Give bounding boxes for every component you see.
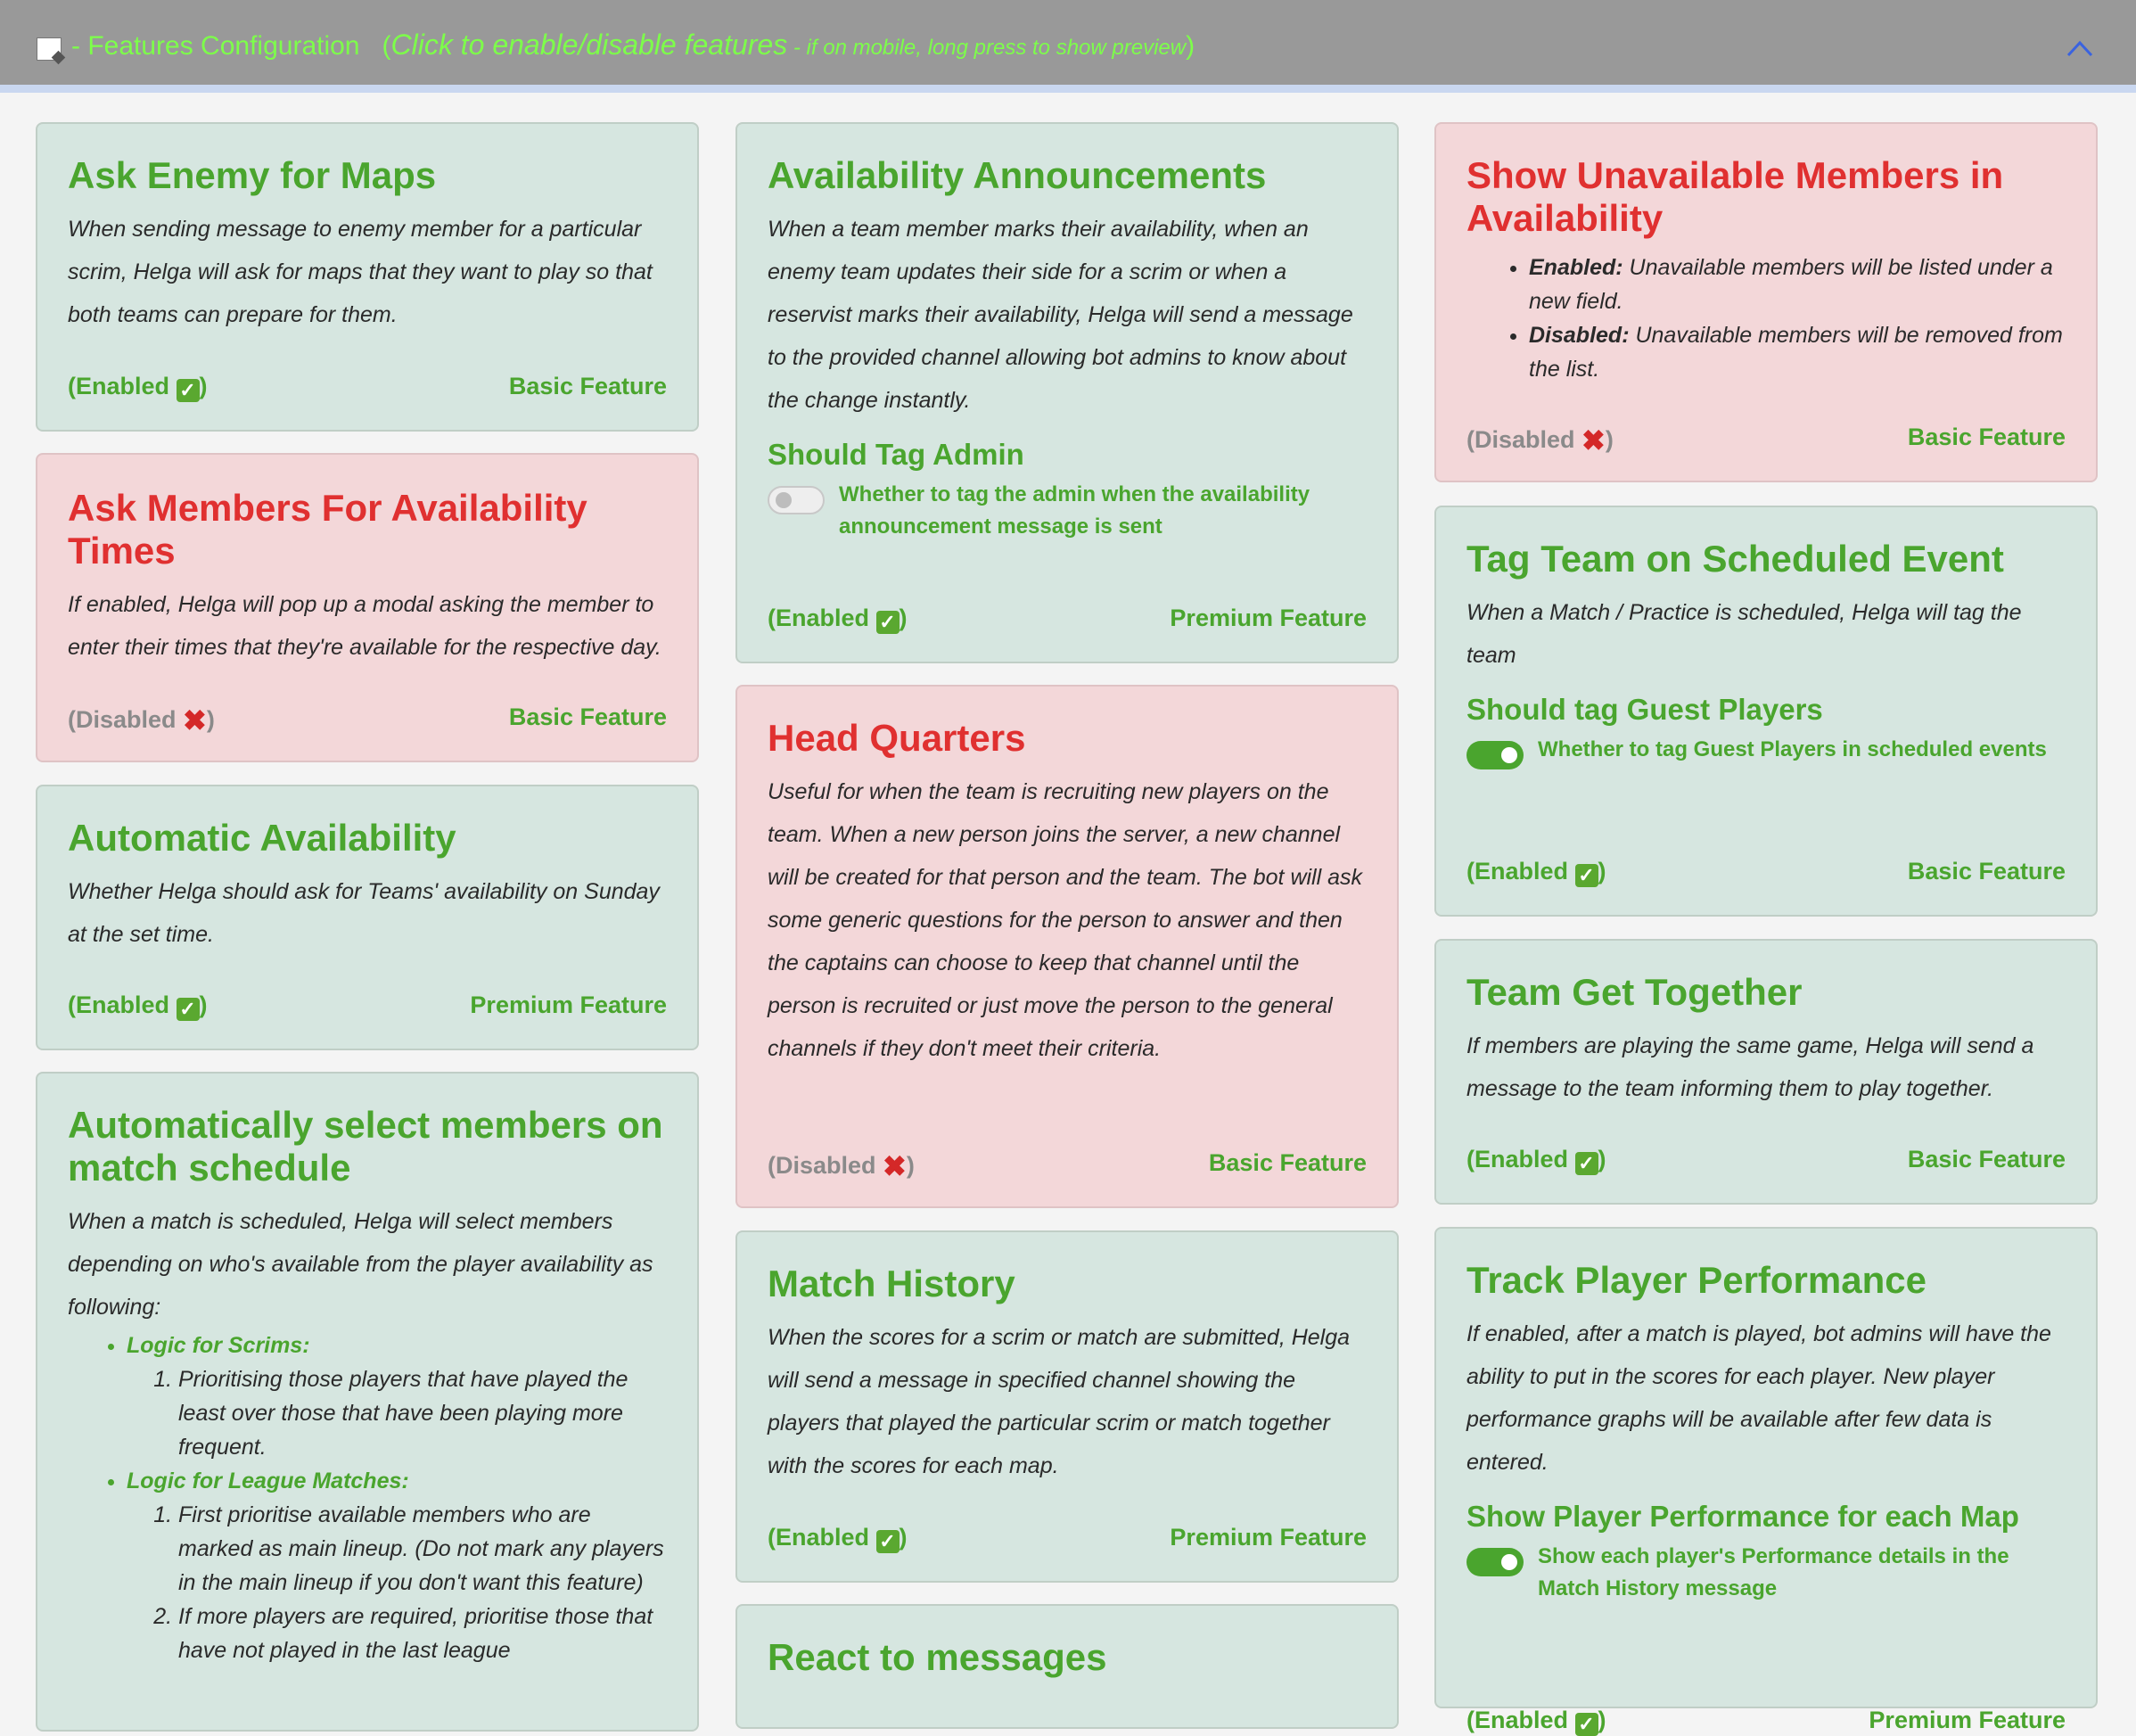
list-item: 1. First prioritise available members who are marked as main lineup. (Do not mark any players in the main lineup if you don't want this feature) (178, 1498, 667, 1600)
cross-icon: ✖ (183, 704, 207, 736)
toggle-label: Whether to tag the admin when the availability announcement message is sent (839, 482, 1310, 539)
feature-card-ask-members-times[interactable] (36, 453, 699, 762)
status-badge: (Enabled ✓ ) (68, 991, 208, 1020)
status-badge: (Enabled ✓ ) (1466, 1146, 1606, 1174)
feature-card-tag-team[interactable] (1434, 506, 2098, 917)
feature-card-availability-announcements[interactable] (735, 122, 1399, 663)
list-item: • Logic for League Matches: 1. First prioritise available members who are marked as main lineup. (Do not mark any players in the main lineup if you don't want this feature) 2. If more players are required, prioritise those that have not played in the last league (127, 1464, 667, 1667)
feature-tier: Basic Feature (1208, 1149, 1367, 1176)
check-icon: ✓ (1575, 1713, 1598, 1736)
feature-tier: Basic Feature (508, 373, 667, 399)
sub-setting-title: Should Tag Admin (768, 438, 1024, 471)
feature-card-auto-select-members[interactable] (36, 1072, 699, 1732)
league-logic-steps (127, 1498, 667, 1667)
card-footer (68, 703, 667, 736)
card-title: Automatically select members on match schedule (68, 1104, 663, 1189)
status-badge: (Disabled ✖) (1466, 424, 1614, 457)
list-item: • Logic for Scrims: 1. Prioritising those players that have played the least over those that have been playing more frequent. (127, 1329, 667, 1464)
card-description: When a match is scheduled, Helga will select members depending on who's available from the player availability as following: (68, 1209, 653, 1320)
feature-tier: Premium Feature (1170, 1524, 1367, 1551)
card-footer (1466, 1146, 2066, 1172)
toggle-knob (776, 492, 792, 508)
sub-setting-title: Show Player Performance for each Map (1466, 1500, 2019, 1533)
header-paren-open: ( (366, 31, 391, 61)
card-title: Automatic Availability (68, 817, 456, 859)
list-item: • Disabled: Unavailable members will be removed from the list. (1529, 318, 2066, 386)
card-footer (68, 373, 667, 399)
status-badge: (Disabled ✖) (768, 1150, 915, 1182)
check-icon: ✓ (876, 611, 900, 634)
feature-card-head-quarters[interactable] (735, 685, 1399, 1208)
card-title: React to messages (768, 1636, 1107, 1678)
card-title: Head Quarters (768, 717, 1026, 759)
card-description: When a team member marks their availability, when an enemy team updates their side for a scrim or when a reservist marks their availability, Helga will send a message to the provided channel allowing bot admins to know about the change instantly. (768, 217, 1353, 413)
card-description: Useful for when the team is recruiting new players on the team. When a new person joins the server, a new channel will be created for that person and the team. The bot will ask some generic questions for the person to answer and then the captains can choose to keep that channel until the person is recruited or just move the person to the general channels if they don't meet their criteria. (768, 779, 1363, 1061)
feature-tier: Premium Feature (1869, 1707, 2066, 1733)
header-title (71, 29, 1195, 62)
tag-admin-setting (768, 479, 1367, 545)
card-title: Ask Enemy for Maps (68, 154, 437, 196)
performance-per-map-toggle[interactable] (1466, 1548, 1524, 1576)
feature-tier: Premium Feature (470, 991, 667, 1018)
card-title: Tag Team on Scheduled Event (1466, 538, 2004, 580)
header-paren-close: ) (1186, 31, 1195, 61)
card-footer (1466, 1707, 2066, 1733)
toggle-knob (1501, 1554, 1517, 1570)
card-footer (1466, 858, 2066, 884)
status-badge: (Enabled ✓ ) (1466, 1707, 1606, 1735)
status-badge: (Enabled ✓ ) (1466, 858, 1606, 886)
card-description: If members are playing the same game, Helga will send a message to the team informing them to play together. (1466, 1033, 2034, 1101)
feature-card-track-performance[interactable] (1434, 1227, 2098, 1735)
card-footer (768, 1149, 1367, 1182)
check-icon: ✓ (1575, 864, 1598, 887)
feature-card-team-get-together[interactable] (1434, 939, 2098, 1205)
card-description: If enabled, Helga will pop up a modal asking the member to enter their times that they're available for the respective day. (68, 592, 661, 660)
cross-icon: ✖ (883, 1150, 907, 1182)
feature-card-ask-enemy-maps[interactable] (36, 122, 699, 432)
behaviour-list (1466, 251, 2066, 386)
header-mobile-hint: - if on mobile, long press to show preview (787, 36, 1187, 60)
card-title: Availability Announcements (768, 154, 1267, 196)
card-footer (68, 991, 667, 1018)
chevron-up-icon[interactable] (2066, 37, 2093, 59)
check-icon: ✓ (177, 379, 200, 402)
card-description: When a Match / Practice is scheduled, Helga will tag the team (1466, 600, 2022, 668)
card-description: If enabled, after a match is played, bot admins will have the ability to put in the scores for each player. New player performance graphs will be available after few data is entered. (1466, 1321, 2051, 1475)
card-title: Track Player Performance (1466, 1259, 1927, 1301)
feature-card-show-unavailable[interactable] (1434, 122, 2098, 482)
feature-card-match-history[interactable] (735, 1230, 1399, 1583)
header-title-main: - Features Configuration (71, 31, 360, 61)
toggle-knob (1501, 747, 1517, 763)
scrims-logic-steps (127, 1362, 667, 1464)
card-footer (768, 1524, 1367, 1551)
tag-guest-toggle[interactable] (1466, 741, 1524, 769)
card-description: When the scores for a scrim or match are submitted, Helga will send a message in specified channel showing the players that played the particular scrim or match together with the scores for each map. (768, 1325, 1351, 1478)
feature-tier: Basic Feature (508, 703, 667, 730)
feature-card-automatic-availability[interactable] (36, 785, 699, 1050)
feature-tier: Basic Feature (1907, 1146, 2066, 1172)
selection-logic-list (68, 1329, 667, 1667)
card-title: Match History (768, 1263, 1015, 1304)
features-config-header[interactable] (0, 0, 2136, 93)
list-item: 2. If more players are required, prioritise those that have not played in the last league (178, 1600, 667, 1667)
card-description: Whether Helga should ask for Teams' availability on Sunday at the set time. (68, 879, 660, 947)
cross-icon: ✖ (1581, 424, 1606, 457)
card-footer (768, 605, 1367, 631)
card-title: Show Unavailable Members in Availability (1466, 154, 2004, 239)
status-badge: (Enabled ✓ ) (768, 605, 908, 633)
sub-setting-title: Should tag Guest Players (1466, 693, 1823, 726)
status-badge: (Enabled ✓ ) (768, 1524, 908, 1552)
performance-per-map-setting (1466, 1541, 2066, 1607)
header-hint: Click to enable/disable features (390, 29, 788, 61)
toggle-label: Show each player's Performance details in the Match History message (1538, 1544, 2009, 1600)
feature-tier: Basic Feature (1907, 424, 2066, 450)
feature-tier: Basic Feature (1907, 858, 2066, 884)
memo-icon (37, 37, 62, 61)
toggle-label: Whether to tag Guest Players in scheduled events (1538, 737, 2047, 761)
check-icon: ✓ (1575, 1152, 1598, 1175)
check-icon: ✓ (177, 998, 200, 1021)
check-icon: ✓ (876, 1530, 900, 1553)
card-title: Team Get Together (1466, 971, 1803, 1013)
card-title: Ask Members For Availability Times (68, 487, 587, 572)
card-description: When sending message to enemy member for a particular scrim, Helga will ask for maps that they want to play so that both teams can prepare for them. (68, 217, 653, 327)
status-badge: (Disabled ✖) (68, 704, 215, 736)
status-badge: (Enabled ✓ ) (68, 373, 208, 401)
tag-guest-setting (1466, 734, 2066, 800)
feature-tier: Premium Feature (1170, 605, 1367, 631)
list-item: 1. Prioritising those players that have played the least over those that have been playing more frequent. (178, 1362, 667, 1464)
card-footer (1466, 424, 2066, 457)
feature-card-react-to-messages[interactable] (735, 1604, 1399, 1729)
tag-admin-toggle[interactable] (768, 486, 825, 514)
list-item: • Enabled: Unavailable members will be listed under a new field. (1529, 251, 2066, 318)
